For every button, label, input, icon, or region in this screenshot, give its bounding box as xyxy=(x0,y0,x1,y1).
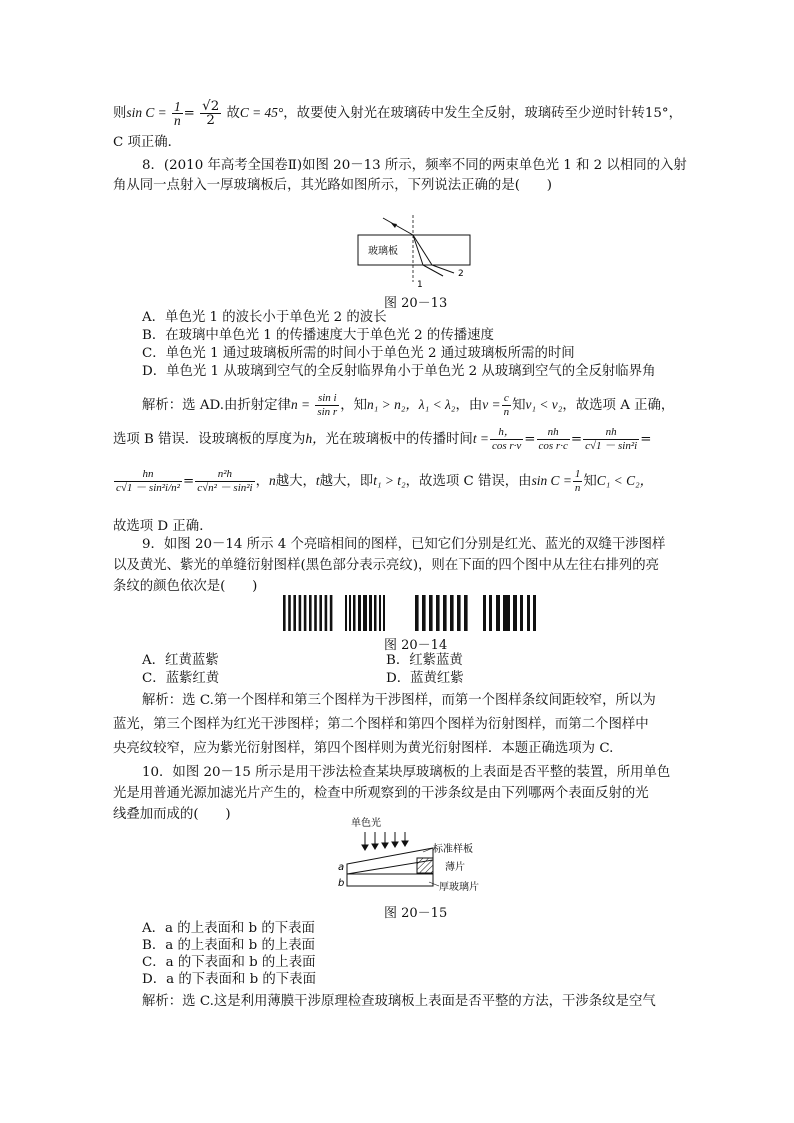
fringe-stripe xyxy=(283,595,286,631)
figure-20-14-caption: 图 20－14 xyxy=(384,638,448,653)
text: ，故选项 A 正确， xyxy=(562,398,675,413)
math-n: n = xyxy=(290,397,311,412)
fraction-hn-csqrt xyxy=(114,468,182,495)
q9-line-c: 条纹的颜色依次是( ) xyxy=(113,579,258,594)
fringe-stripe xyxy=(489,595,492,631)
q9-option-d: D．蓝黄红紫 xyxy=(386,671,464,686)
eq: = xyxy=(182,474,195,489)
text: 选项 B 错误．设玻璃板的厚度为 xyxy=(113,432,306,447)
exit-ray-1 xyxy=(423,265,443,276)
fringe-stripe xyxy=(422,595,426,631)
fringe-stripe xyxy=(450,595,454,631)
label-a: a xyxy=(338,862,345,873)
fringe-stripe xyxy=(288,595,291,631)
refracted-ray-2 xyxy=(413,235,432,265)
text: ，故要使入射光在玻璃砖中发生全反射，玻璃砖至少逆时针转15°， xyxy=(283,106,682,121)
num: c xyxy=(502,392,512,406)
text: 故 xyxy=(226,106,240,121)
text: 解析：选 AD.由折射定律 xyxy=(142,398,291,413)
plate-label: 玻璃板 xyxy=(368,246,398,257)
text: 越大， xyxy=(275,474,316,489)
text: ，故选项 C 错误，由 xyxy=(405,474,532,489)
thick-glass xyxy=(347,874,433,886)
fringe-stripe xyxy=(520,595,523,631)
q8-option-c: C．单色光 1 通过玻璃板所需的时间小于单色光 2 通过玻璃板所需的时间 xyxy=(142,346,575,361)
fraction-1-over-n xyxy=(172,100,183,127)
q10-option-c: C．a 的下表面和 b 的上表面 xyxy=(142,955,316,970)
fringe-stripe xyxy=(464,595,468,631)
fringe-stripe xyxy=(415,595,419,631)
label-b: b xyxy=(338,878,345,889)
fringe-stripe xyxy=(363,595,367,631)
q8-option-b: B．在玻璃中单色光 1 的传播速度大于单色光 2 的传播速度 xyxy=(142,328,494,343)
math-h: h， xyxy=(305,431,326,446)
fringe-stripe xyxy=(443,595,447,631)
fringe-stripe xyxy=(503,595,510,631)
thick-glass-label: 厚玻璃片 xyxy=(439,882,479,893)
line-1 xyxy=(113,100,682,127)
fringe-stripe xyxy=(369,595,372,631)
math-v: v = xyxy=(482,397,501,412)
fringe-stripe xyxy=(358,595,361,631)
fraction-sqrt2-over-2 xyxy=(200,100,221,127)
thin-sheet xyxy=(417,858,433,873)
fringe-stripe xyxy=(379,595,381,631)
fringe-stripe xyxy=(330,595,333,631)
math-n1n2: n₁ > n₂，λ₁ < λ₂ xyxy=(366,397,456,412)
text: 则 xyxy=(113,106,127,121)
text: ，由 xyxy=(455,398,483,413)
arrow-icon xyxy=(391,223,397,228)
text: ，知 xyxy=(340,398,367,413)
fraction-1-n xyxy=(573,468,583,495)
fringe-stripe xyxy=(345,595,347,631)
text: 越大，即 xyxy=(319,474,374,489)
figure-20-15 xyxy=(333,812,493,902)
fringe-stripe xyxy=(374,595,377,631)
light-arrows xyxy=(362,832,408,850)
fraction-sini-sinr xyxy=(315,392,339,419)
fraction-nh-csqrt xyxy=(583,426,639,453)
fraction-c-n xyxy=(502,392,512,419)
num: √2 xyxy=(202,99,220,114)
text: ， xyxy=(255,474,270,489)
den: n xyxy=(173,113,181,128)
den: c√n² － sin²i xyxy=(197,482,253,494)
ray-1-label: 1 xyxy=(417,280,423,290)
fraction-nh-cosrc xyxy=(537,426,570,453)
s8-line-c xyxy=(113,468,653,495)
thick-leader xyxy=(429,882,439,886)
fringe-stripe xyxy=(293,595,296,631)
ray-2-label: 2 xyxy=(458,269,464,279)
den: cos r·v xyxy=(491,440,522,452)
fringe-stripe xyxy=(436,595,440,631)
incident-ray xyxy=(383,218,413,235)
math-v1v2: v₁ < v₂ xyxy=(525,397,563,412)
q9-option-c: C．蓝紫红黄 xyxy=(142,671,220,686)
fringe-stripe xyxy=(349,595,351,631)
num: 1 xyxy=(574,468,581,480)
fringe-stripe xyxy=(429,595,433,631)
math-sinC: sin C = xyxy=(531,473,572,488)
num: sin i xyxy=(315,392,339,406)
q10-option-a: A．a 的上表面和 b 的下表面 xyxy=(142,921,315,936)
figure-20-15-caption: 图 20－15 xyxy=(384,906,448,921)
s9-line-c: 央亮纹较窄，应为紫光衍射图样，第四个图样则为黄光衍射图样．本题正确选项为 C. xyxy=(113,741,614,756)
figure-20-13-caption: 图 20－13 xyxy=(384,296,448,311)
den: cos r·c xyxy=(538,440,568,452)
fringe-stripe xyxy=(304,595,307,631)
fraction-n2h xyxy=(195,468,254,495)
fringe-stripe xyxy=(309,595,312,631)
q10-line-a: 10．如图 20－15 所示是用干涉法检查某块厚玻璃板的上表面是否平整的装置，所用单色 xyxy=(142,765,671,780)
den: 2 xyxy=(206,113,215,128)
q10-option-d: D．a 的下表面和 b 的下表面 xyxy=(142,972,316,987)
fringe-stripe xyxy=(496,595,500,631)
den: c√1 － sin²i/n² xyxy=(116,482,180,494)
q8-line-a: 8．(2010 年高考全国卷Ⅱ)如图 20－13 所示，频率不同的两束单色光 1 和 2 以相同的入射 xyxy=(142,158,687,173)
math-t: t xyxy=(315,473,320,488)
q10-line-c: 线叠加而成的( ) xyxy=(113,807,231,822)
thin-sheet-label: 薄片 xyxy=(445,862,465,873)
standard-plate-label: 标准样板 xyxy=(433,844,473,855)
text: 知 xyxy=(512,398,526,413)
refracted-ray-1 xyxy=(413,235,423,265)
num: n²h xyxy=(195,468,254,482)
math-n: n xyxy=(269,473,276,488)
fringe-stripe xyxy=(483,595,486,631)
num: h， xyxy=(490,426,523,440)
den: c√1 － sin²i xyxy=(585,440,638,452)
num: hn xyxy=(114,468,182,482)
s8-line-a xyxy=(142,392,674,419)
eq: = xyxy=(570,432,583,447)
eq: = xyxy=(640,432,652,447)
math-t: t = xyxy=(472,431,489,446)
fringe-stripe xyxy=(319,595,322,631)
fringe-stripe xyxy=(383,595,385,631)
eq: = xyxy=(183,106,195,121)
math-C45: C = 45° xyxy=(239,105,284,120)
q10-line-b: 光是用普通光源加滤光片产生的，检查中所观察到的干涉条纹是由下列哪两个表面反射的光 xyxy=(113,786,649,801)
s9-line-a: 解析：选 C.第一个图样和第三个图样为干涉图样，而第一个图样条纹间距较窄，所以为 xyxy=(142,693,656,708)
s10-line-a: 解析：选 C.这是利用薄膜干涉原理检查玻璃板上表面是否平整的方法，干涉条纹是空气 xyxy=(142,994,656,1009)
fringe-stripe xyxy=(325,595,328,631)
q9-option-b: B．红紫蓝黄 xyxy=(386,653,463,668)
fraction-h-cosrv xyxy=(490,426,523,453)
fringe-stripe xyxy=(513,595,517,631)
text: 知 xyxy=(583,474,597,489)
q9-option-a: A．红黄蓝紫 xyxy=(142,653,219,668)
figure-20-13 xyxy=(355,210,475,290)
q10-option-b: B．a 的上表面和 b 的上表面 xyxy=(142,938,316,953)
math-sinC: sin C = xyxy=(126,105,167,120)
num: nh xyxy=(583,426,639,440)
num: nh xyxy=(537,426,570,440)
num: 1 xyxy=(173,99,181,114)
den: n xyxy=(574,482,581,494)
text: 光在玻璃板中的传播时间 xyxy=(325,432,473,447)
q8-line-b: 角从同一点射入一厚玻璃板后，其光路如图所示，下列说法正确的是( ) xyxy=(113,178,552,193)
fringe-stripe xyxy=(527,595,530,631)
q8-option-a: A．单色光 1 的波长小于单色光 2 的波长 xyxy=(142,310,387,325)
fringe-stripe xyxy=(533,595,536,631)
math-t1t2: t₁ > t₂ xyxy=(373,473,406,488)
fringe-stripe xyxy=(299,595,302,631)
q9-line-b: 以及黄光、紫光的单缝衍射图样(黑色部分表示亮纹)，则在下面的四个图中从左往右排列的亮 xyxy=(113,558,660,573)
s9-line-b: 蓝光，第三个图样为红光干涉图样；第二个图样和第四个图样为衍射图样，而第二个图样中 xyxy=(113,717,649,732)
q9-line-a: 9．如图 20－14 所示 4 个亮暗相间的图样，已知它们分别是红光、蓝光的双缝干涉图样 xyxy=(142,537,666,552)
s8-line-b xyxy=(113,426,651,453)
s8-line-d: 故选项 D 正确． xyxy=(113,519,213,534)
den: n xyxy=(503,406,510,418)
figure-20-14 xyxy=(283,595,543,631)
fringe-stripe xyxy=(353,595,356,631)
math-C1C2: C₁ < C₂， xyxy=(596,473,654,488)
line-2: C 项正确． xyxy=(113,135,182,150)
q8-option-d: D．单色光 1 从玻璃到空气的全反射临界角小于单色光 2 从玻璃到空气的全反射临界角 xyxy=(142,364,656,379)
monochromatic-light-label: 单色光 xyxy=(351,818,381,829)
fringe-stripe xyxy=(457,595,461,631)
fringe-stripe xyxy=(314,595,317,631)
den: sin r xyxy=(317,406,338,418)
eq: = xyxy=(524,432,536,447)
